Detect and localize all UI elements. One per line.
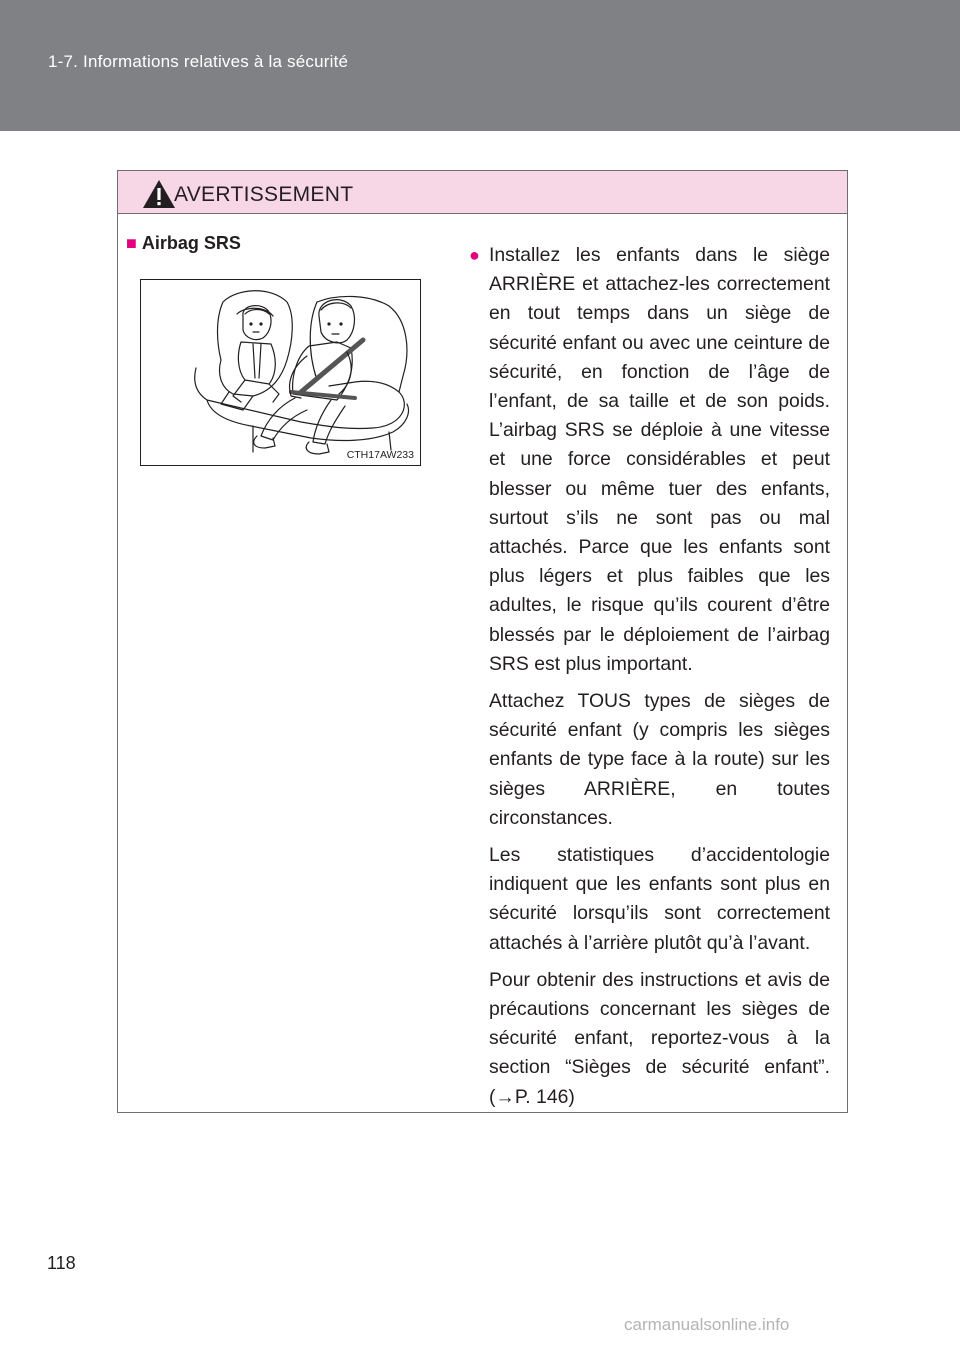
children-in-seats-drawing — [141, 280, 422, 467]
header-band — [0, 0, 960, 131]
bullet-icon: ● — [469, 245, 480, 265]
paragraph-2: Attachez TOUS types de sièges de sécurité enfant (y compris les sièges enfants de type face à la route) sur les sièges ARRIÈRE, en toutes circonstances. — [489, 690, 830, 829]
paragraph-4: Pour obtenir des instructions et avis de précautions concernant les sièges de sécurité enfant, reportez-vous à la section “Sièges de sécurité enfant”. (→P. 146) — [489, 968, 830, 1108]
heading-text: Airbag SRS — [141, 233, 241, 253]
warning-title: AVERTISSEMENT — [174, 183, 354, 206]
paragraph-1 — [469, 241, 830, 679]
warning-header — [118, 171, 847, 214]
section-heading — [126, 233, 241, 254]
page-number: 118 — [47, 1253, 76, 1273]
paragraph-3: Les statistiques d’accidentologie indiquent que les enfants sont plus en sécurité lorsqu’ils sont correctement attachés à l’arrière plutôt qu’à l’avant. — [489, 844, 830, 954]
footer-watermark: carmanualsonline.info — [624, 1315, 790, 1334]
heading-square-icon: ■ — [126, 233, 137, 253]
child-seat-illustration — [140, 279, 421, 466]
warning-text — [469, 241, 830, 1120]
paragraph-1-text: Installez les enfants dans le siège ARRIÈRE et attachez-les correctement en tout temps dans un siège de sécurité enfant ou avec une ceinture de sécurité, en fonction de l’âge de l’enfant, de sa taille et de son poids. L’airbag SRS se déploie à une vitesse et une force considérables et peut blesser ou même tuer des enfants, surtout s’ils ne sont pas ou mal attachés. Parce que les enfants sont plus légers et plus faibles que les adultes, le risque qu’ils courent d’être blessés par le déploiement de l’airbag SRS est plus important. — [489, 244, 830, 675]
warning-box — [117, 170, 848, 1113]
figure-code: CTH17AW233 — [346, 449, 414, 461]
warning-triangle-icon — [142, 179, 176, 209]
section-title: 1-7. Informations relatives à la sécurité — [48, 52, 349, 71]
